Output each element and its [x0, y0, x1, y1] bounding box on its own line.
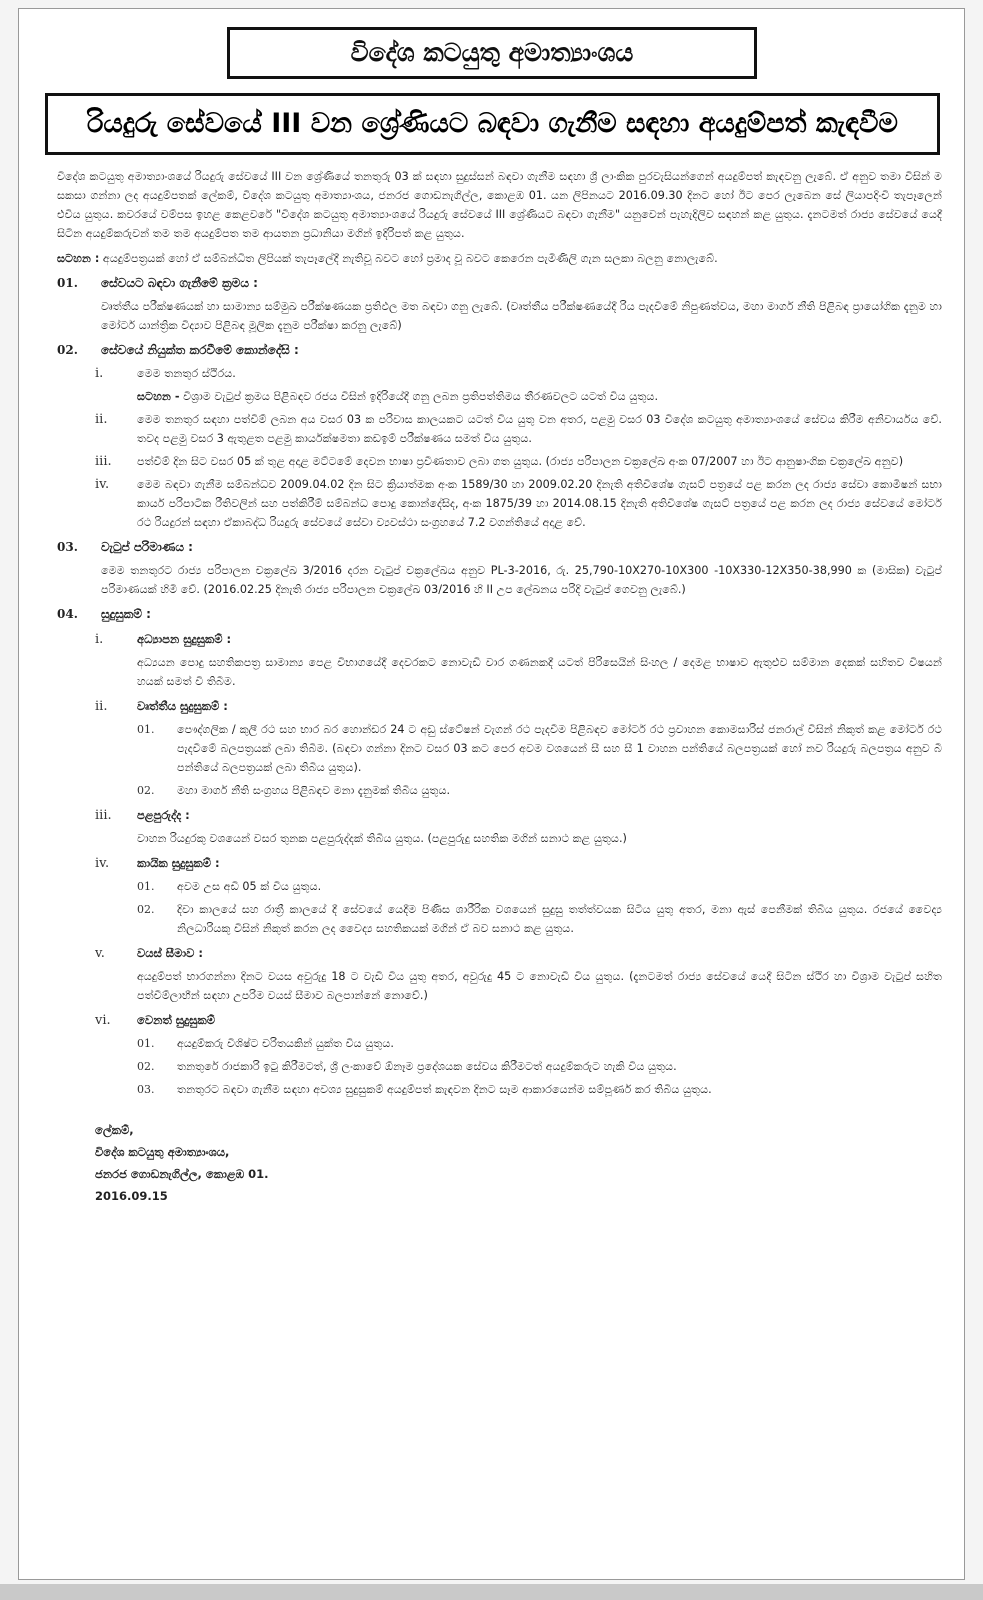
- signature-block: [95, 1119, 942, 1207]
- numbered-item: [137, 900, 942, 938]
- qualification-title: වෙනත් සුදුසුකම්: [137, 1013, 216, 1027]
- item-number: 03.: [137, 1083, 155, 1096]
- section-number: 04.: [57, 607, 78, 621]
- section-number: 01.: [57, 276, 78, 290]
- signatory-title: ලේකම්,: [95, 1123, 134, 1137]
- section-title: සේවයට බඳවා ගැනීමේ ක්‍රමය :: [101, 276, 258, 290]
- numbered-item: [137, 1080, 942, 1099]
- qualification-title: වයස් සීමාව :: [137, 946, 204, 960]
- item-numeral: i.: [95, 632, 104, 647]
- item-text: තනතුරට බඳවා ගැනීම සඳහා අවශ්‍ය සුදුසුකම් අයදුම්පත් කැඳවන දිනට සෑම ආකාරයෙන්ම සම්පූර්ණ කර තිබිය යුතුය.: [177, 1083, 712, 1096]
- item-text: මෙම බඳවා ගැනීම සම්බන්ධව 2009.04.02 දින සිට ක්‍රියාත්මක අංක 1589/30 හා 2009.02.20 දිනැති අතිවිශේෂ ගැසට් පත්‍රයේ පළ කරන ලද රාජ්‍ය සේවා කොමිෂන් සභා කාර්ය පරිපාටික රීතිවලින් සහ පත්කිරීම් සම්බන්ධ පොදු කොන්දේසිද, අංක 1875/39 හා 2014.08.15 දිනැති අතිවිශේෂ ගැසට් පත්‍රයේ පළ කරන ලද රාජ්‍ය සේවයේ මෝටර් රථ රියදුරන් සඳහා ඒකාබද්ධ රියදුරු සේවයේ සේවා ව්‍යවස්ථා සංග්‍රහයේ 7.2 වගන්තියේ අදාළ වේ.: [137, 478, 942, 529]
- section-title: වැටුප් පරිමාණය :: [101, 540, 193, 554]
- section-number: 02.: [57, 343, 78, 357]
- qualification-title: වෘත්තීය සුදුසුකම් :: [137, 699, 228, 713]
- numbered-item: [137, 1034, 942, 1053]
- condition-item: [95, 410, 942, 448]
- item-text: මහා මාර්ග නීති සංග්‍රහය පිළිබඳව මනා දැනුමක් තිබිය යුතුය.: [177, 784, 451, 797]
- qualification-title: පළපුරුද්ද :: [137, 808, 190, 822]
- notice-body: [57, 167, 942, 1207]
- numbered-item: [137, 877, 942, 896]
- intro-note: [57, 249, 942, 268]
- item-number: 01.: [137, 723, 155, 736]
- item-numeral: ii.: [95, 699, 108, 714]
- item-number: 02.: [137, 903, 155, 916]
- condition-item: [95, 475, 942, 532]
- note-text: අයදුම්පත්‍රයක් හෝ ඒ සම්බන්ධිත ලිපියක් තැපෑලේදී නැතිවූ බවට හෝ ප්‍රමාද වූ බවට කෙරෙන පැමිණිලි ගැන සලකා බලනු නොලැබේ.: [102, 252, 718, 265]
- numbered-item: [137, 781, 942, 800]
- item-text: මෙම තනතුර සඳහා පත්වීම් ලබන අය වසර 03 ක පරිවාස කාලයකට යටත් විය යුතු වන අතර, පළමු වසර 03 විදේශ කටයුතු අමාත්‍යාංශයේ සේවය කිරීම අනිවාර්යය වේ. තවද පළමු වසර 3 ඇතුළත පළමු කාර්යක්ෂමතා කඩඉම් පරීක්ෂණය සමත් විය යුතුය.: [137, 413, 942, 445]
- item-text: තනතුරේ රාජකාරි ඉටු කිරීමටත්, ශ්‍රී ලංකාවේ ඕනෑම ප්‍රදේශයක සේවය කිරීමටත් අයදුම්කරුට හැකි විය යුතුය.: [177, 1060, 677, 1073]
- qualification-heading: [95, 944, 942, 963]
- ministry-heading: විදේශ කටයුතු අමාත්‍යාංශය: [227, 27, 757, 79]
- condition-note-label: සටහන -: [137, 390, 180, 403]
- notice-title: රියදුරු සේවයේ III වන ශ්‍රේණියට බඳවා ගැනීම සඳහා අයදුම්පත් කැඳවීම: [45, 93, 940, 155]
- item-numeral: iii.: [95, 454, 112, 469]
- condition-note-text: විශ්‍රාම වැටුප් ක්‍රමය පිළිබඳව රජය විසින් ඉදිරියේදී ගනු ලබන ප්‍රතිපත්තිමය තීරණවලට යටත් විය යුතුය.: [183, 390, 659, 403]
- section-title: සුදුසුකම් :: [101, 607, 151, 621]
- item-numeral: iv.: [95, 856, 110, 871]
- signatory-ministry: විදේශ කටයුතු අමාත්‍යාංශය,: [95, 1145, 230, 1159]
- item-text: අයදුම්කරු විශිෂ්ට චරිතයකින් යුක්ත විය යුතුය.: [177, 1037, 394, 1050]
- qualification-text: වාහන රියදුරකු වශයෙන් වසර තුනක පළපුරුද්දක් තිබිය යුතුය. (පළපුරුදු සහතික මගින් සනාථ කළ යුතුය.): [137, 832, 627, 845]
- item-text: පෞද්ගලික / කුලී රථ සහ භාර බර හොන්ඩර 24 ට අඩු ස්ටේෂන් වැගන් රථ පැදවීම පිළිබඳව මෝටර් රථ ප්‍රවාහන කොමසාරිස් ජනරාල් විසින් නිකුත් කළ මෝටර් රථ පැදවීමේ බලපත්‍රයක් ලබා තිබීම. (බඳවා ගන්නා දිනට වසර 03 කට පෙර අවම වශයෙන් සී සහ සී 1 වාහන පන්තියේ බලපත්‍රයක් හෝ නව රියදුරු බලපත්‍රය අනුව බී පන්තියේ බලපත්‍රයක් ලබා තිබිය යුතුය).: [177, 723, 942, 774]
- section-03-heading: [57, 538, 942, 557]
- note-label: සටහන :: [57, 252, 100, 265]
- section-04-heading: [57, 605, 942, 624]
- bottom-strip: [0, 1584, 983, 1600]
- item-numeral: iv.: [95, 477, 110, 492]
- section-number: 03.: [57, 540, 78, 554]
- qualification-text: අයදුම්පත් භාරගන්නා දිනට වයස අවුරුදු 18 ට වැඩි විය යුතු අතර, අවුරුදු 45 ට නොවැඩි විය යුතුය. (දැනටමත් රාජ්‍ය සේවයේ යෙදී සිටින ස්ථිර හා විශ්‍රාම වැටුප් සහිත පත්වීම්ලාභීන් සඳහා උපරිම වයස් සීමාව බලපාන්නේ නොවේ.): [137, 970, 942, 1002]
- qualification-heading: [95, 697, 942, 716]
- qualification-title: අධ්‍යාපන සුදුසුකම් :: [137, 632, 232, 646]
- qualification-heading: [95, 854, 942, 873]
- qualification-heading: [95, 630, 942, 649]
- condition-note: [137, 387, 942, 406]
- item-numeral: v.: [95, 946, 105, 961]
- item-text: පත්වීම් දින සිට වසර 05 ක් තුළ අදාළ මට්ටමේ දෙවන භාෂා ප්‍රවීණතාව ලබා ගත යුතුය. (රාජ්‍ය පරිපාලන චක්‍රලේඛ අංක 07/2007 හා ඊට ආනුෂාංගික චක්‍රලේඛ අනුව): [137, 455, 904, 468]
- salary-scale-text: මෙම තනතුරට රාජ්‍ය පරිපාලන චක්‍රලේඛ 3/2016 දරන වැටුප් චක්‍රලේඛය අනුව PL-3-2016, රු. 25,790-10X270-10X300 -10X330-12X350-38,990 ක (මාසික) වැටුප් පරිමාණයක් හිමි වේ. (2016.02.25 දිනැති රාජ්‍ය පරිපාලන චක්‍රලේඛ 03/2016 හි II උප ලේඛනය පරිදි වැටුප් ගෙවනු ලැබේ.): [101, 564, 942, 596]
- qualification-heading: [95, 806, 942, 825]
- item-numeral: vi.: [95, 1013, 111, 1028]
- item-text: දිවා කාලයේ සහ රාත්‍රී කාලයේ දී සේවයේ යෙදීම පිණිස ශාරීරික වශයෙන් සුදුසු තත්ත්වයක සිටිය යුතු අතර, මනා ඇස් පෙනීමක් තිබිය යුතුය. රජයේ වෛද්‍ය නිලධාරියකු විසින් නිකුත් කරන ලද වෛද්‍ය සහතිකයක් මගින් ඒ බව සනාථ කළ යුතුය.: [177, 903, 942, 935]
- item-text: මෙම තනතුර ස්ථිරය.: [137, 367, 236, 380]
- item-numeral: i.: [95, 366, 104, 381]
- numbered-item: [137, 720, 942, 777]
- qualification-heading: [95, 1011, 942, 1030]
- item-number: 01.: [137, 1037, 155, 1050]
- section-02-heading: [57, 341, 942, 360]
- qualification-text: අධ්‍යයන පොදු සහතිකපත්‍ර සාමාන්‍ය පෙළ විභාගයේදී දෙවරකට නොවැඩි වාර ගණනකදී යටත් පිරිසෙයින් සිංහල / දෙමළ භාෂාව ඇතුළුව සම්මාන දෙකක් සහිතව විෂයන් හයක් සමත් වී තිබීම.: [137, 656, 942, 688]
- numbered-item: [137, 1057, 942, 1076]
- item-number: 01.: [137, 880, 155, 893]
- item-number: 02.: [137, 784, 155, 797]
- item-numeral: ii.: [95, 412, 108, 427]
- condition-item: [95, 364, 942, 383]
- item-numeral: iii.: [95, 808, 112, 823]
- item-number: 02.: [137, 1060, 155, 1073]
- signatory-address: ජනරජ ගොඩනැගිල්ල, කොළඹ 01.: [95, 1167, 269, 1181]
- advertisement-sheet: [18, 8, 965, 1580]
- section-01-text: වෘත්තීය පරීක්ෂණයක් හා සාමාන්‍ය සම්මුඛ පරීක්ෂණයක ප්‍රතිඵල මත බඳවා ගනු ලැබේ. (වෘත්තීය පරීක්ෂණයේදී රිය පැදවීමේ නිපුණත්වය, මහා මාර්ග නීති පිළිබඳ ප්‍රායෝගික දැනුම හා මෝටර් යාන්ත්‍රික විද්‍යාව පිළිබඳ මූලික දැනුම පරීක්ෂා කරනු ලැබේ): [101, 300, 942, 332]
- section-01-heading: [57, 274, 942, 293]
- section-title: සේවයේ නියුක්ත කරවීමේ කොන්දේසි :: [101, 343, 299, 357]
- qualification-title: කායික සුදුසුකම් :: [137, 856, 220, 870]
- intro-paragraph: විදේශ කටයුතු අමාත්‍යාංශයේ රියදුරු සේවයේ III වන ශ්‍රේණියේ තනතුරු 03 ක් සඳහා සුදුස්සන් බඳවා ගැනීම සඳහා ශ්‍රී ලාංකික පුරවැසියන්ගෙන් අයදුම්පත් කැඳවනු ලැබේ. ඒ අනුව තමා විසින් ම සකසා ගන්නා ලද අයදුම්පතක් ලේකම්, විදේශ කටයුතු අමාත්‍යාංශය, ජනරජ ගොඩනැගිල්ල, කොළඹ 01. යන ලිපිනයට 2016.09.30 දිනට හෝ ඊට පෙර ලැබෙන සේ ලියාපදිංචි තැපෑලෙන් එවිය යුතුය. කවරයේ වම්පස ඉහළ කෙළවරේ "විදේශ කටයුතු අමාත්‍යාංශයේ රියදුරු සේවයේ III ශ්‍රේණියට බඳවා ගැනීම" යනුවෙන් පැහැදිලිව සඳහන් කළ යුතුය. දැනටමත් රාජ්‍ය සේවයේ යෙදී සිටින අයදුම්කරුවන් තම තම අයදුම්පත තම ආයතන ප්‍රධානියා මගින් ඉදිරිපත් කළ යුතුය.: [57, 170, 942, 240]
- condition-item: [95, 452, 942, 471]
- item-text: අවම උස අඩි 05 ක් විය යුතුය.: [177, 880, 322, 893]
- signature-date: 2016.09.15: [95, 1189, 168, 1203]
